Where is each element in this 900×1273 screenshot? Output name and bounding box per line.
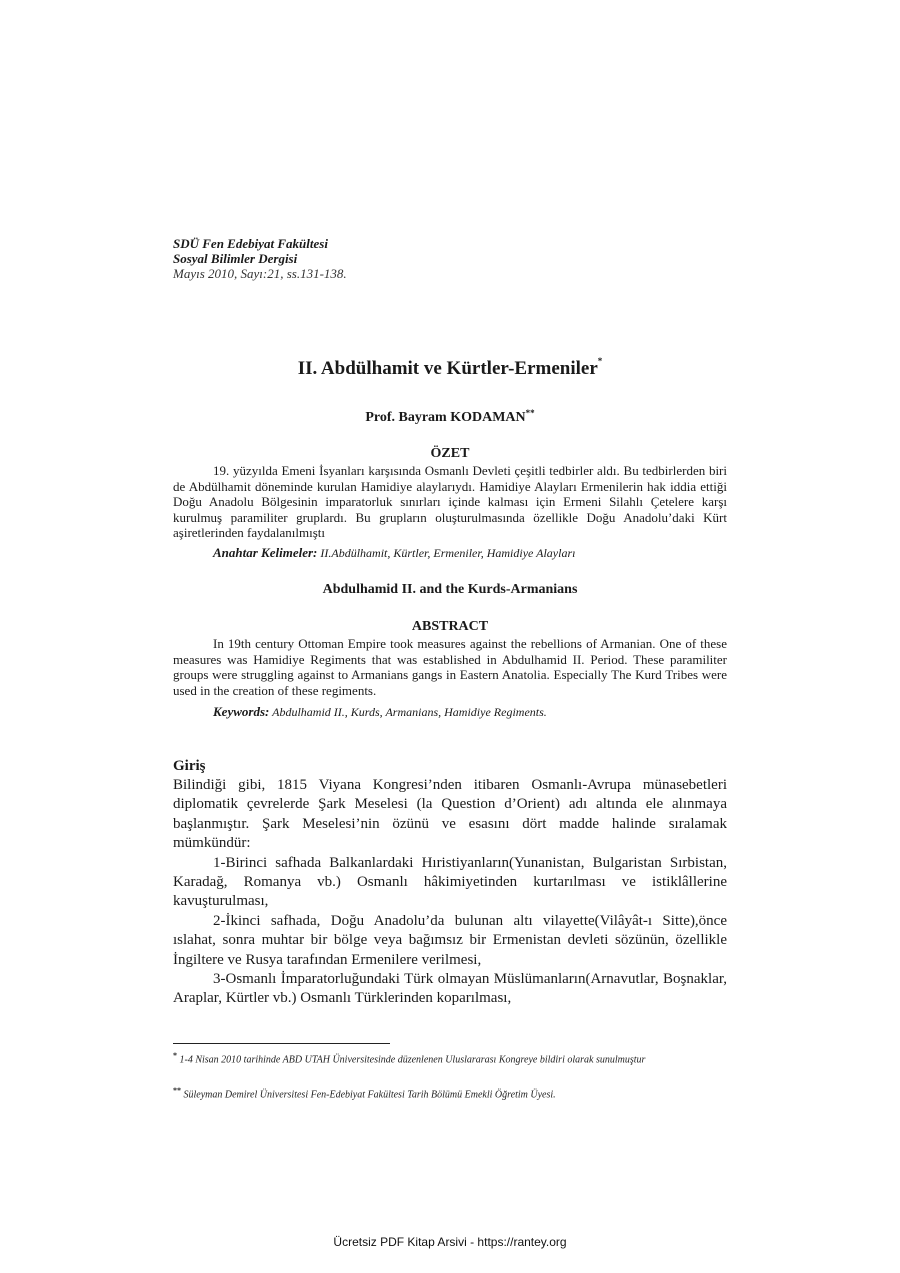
abstract-body (173, 636, 727, 698)
abstract-keywords (213, 704, 547, 720)
author (173, 410, 727, 426)
ozet-text: 19. yüzyılda Emeni İsyanları karşısında Osmanlı Devleti çeşitli tedbirler aldı. Bu tedbirlerden biri de Abdülhamit döneminde kurulan Hamidiye alaylarıydı. Hamidiye Alayları Ermenilerin hak iddia ettiği Doğu Anadolu Bölgesinin imparatorluk sınırları içinde kalması için Ermeni Silahlı Çetelere karşı kurulmuş paramiliter gruplardı. Bu grupların oluşturulmasında özellikle Doğu Anadolu’daki Kürt aşiretlerinden faydalanılmıştı (173, 463, 727, 541)
abstract-text: In 19th century Ottoman Empire took measures against the rebellions of Armanian. One of these measures was Hamidiye Regiments that was established in Abdulhamid II. Period. These paramiliter groups were struggling against to Armanians gangs in Eastern Anatolia. Especially The Kurd Tribes were used in the creation of these regiments. (173, 636, 727, 698)
footnote-2-mark: ** (173, 1086, 181, 1095)
abstract-keywords-label: Keywords: (213, 704, 270, 719)
ozet-body (173, 463, 727, 541)
journal-info (173, 236, 347, 281)
intro-paragraph-3: 2-İkinci safhada, Doğu Anadolu’da bulunan altı vilayette(Vilâyât-ı Sitte),önce ıslahat, sonra muhtar bir bölge veya bağımsız bir Ermenistan devleti sözünün, özellikle İngiltere ve Rusya tarafından Ermenilere verilmesi, (173, 912, 727, 968)
intro-body (173, 776, 727, 1009)
ozet-keywords (213, 545, 575, 561)
ozet-keywords-text: II.Abdülhamit, Kürtler, Ermeniler, Hamidiye Alayları (317, 546, 576, 560)
paper-title (173, 358, 727, 380)
author-footnote-mark: ** (525, 408, 535, 418)
page-footer: Ücretsiz PDF Kitap Arsivi - https://rantey.org (333, 1235, 567, 1249)
intro-paragraph-4: 3-Osmanlı İmparatorluğundaki Türk olmayan Müslümanların(Arnavutlar, Boşnaklar, Araplar, Kürtler vb.) Osmanlı Türklerinden koparılması, (173, 971, 727, 1007)
intro-heading: Giriş (173, 758, 206, 774)
footnote-1-text: 1-4 Nisan 2010 tarihinde ABD UTAH Üniversitesinde düzenlenen Uluslararası Kongreye bildiri olarak sunulmuştur (177, 1054, 646, 1066)
abstract-heading: ABSTRACT (411, 619, 489, 634)
intro-paragraph-1: Bilindiği gibi, 1815 Viyana Kongresi’nden itibaren Osmanlı-Avrupa münasebetleri diplomatik çevrelerde Şark Meselesi (la Question d’Orient) adı altında ele alınmaya başlanmıştır. Şark Meselesi’nin özünü ve esasını dört madde halinde sıralamak mümkündür: (173, 777, 727, 852)
english-title: Abdulhamid II. and the Kurds-Armanians (322, 582, 578, 597)
journal-name: Sosyal Bilimler Dergisi (173, 251, 298, 266)
footnote-2 (173, 1085, 727, 1102)
footnote-2-text: Süleyman Demirel Üniversitesi Fen-Edebiyat Fakültesi Tarih Bölümü Emekli Öğretim Üyesi. (181, 1089, 556, 1101)
author-name: Prof. Bayram KODAMAN (365, 410, 526, 425)
abstract-keywords-text: Abdulhamid II., Kurds, Armanians, Hamidiye Regiments. (269, 705, 547, 719)
footnote-divider (173, 1043, 390, 1044)
title-footnote-mark: * (597, 356, 603, 366)
paper-title-text: II. Abdülhamit ve Kürtler-Ermeniler (297, 358, 598, 379)
ozet-keywords-label: Anahtar Kelimeler: (213, 545, 318, 560)
journal-issue: Mayıs 2010, Sayı:21, ss.131-138. (173, 266, 347, 281)
footnote-1-mark: * (173, 1051, 177, 1060)
ozet-heading: ÖZET (430, 446, 470, 461)
footnote-1 (173, 1050, 727, 1067)
journal-faculty: SDÜ Fen Edebiyat Fakültesi (173, 236, 328, 251)
intro-paragraph-2: 1-Birinci safhada Balkanlardaki Hıristiyanların(Yunanistan, Bulgaristan Sırbistan, Karadağ, Romanya vb.) Osmanlı hâkimiyetinden kurtarılması ve istiklâllerine kavuşturulması, (173, 854, 727, 910)
